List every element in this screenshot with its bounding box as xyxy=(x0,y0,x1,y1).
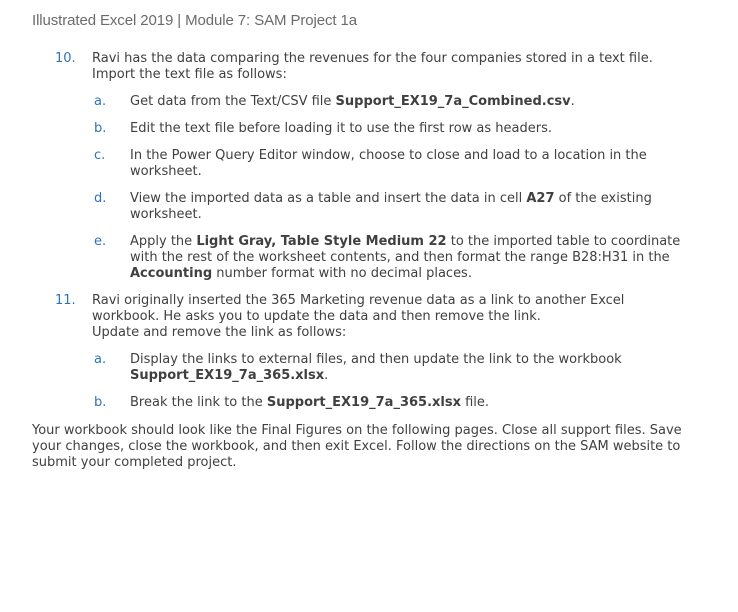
step-text-line: Ravi has the data comparing the revenues for the four companies stored in a text file. xyxy=(92,51,653,66)
substep-10d xyxy=(94,191,690,223)
substep-letter: a. xyxy=(94,352,107,367)
instructions-content xyxy=(0,51,738,411)
substep-text: Apply the xyxy=(130,234,197,249)
substep-letter: d. xyxy=(94,191,107,206)
file-name: Support_EX19_7a_Combined.csv xyxy=(335,94,571,109)
step-number: 11. xyxy=(55,293,76,308)
substep-letter: b. xyxy=(94,395,107,410)
substep-text: Edit the text file before loading it to use the first row as headers. xyxy=(130,121,553,136)
substep-text: . xyxy=(570,94,575,109)
substep-letter: c. xyxy=(94,148,106,163)
substep-10a xyxy=(94,94,690,110)
substep-letter: e. xyxy=(94,234,107,249)
substep-text: file. xyxy=(460,395,490,410)
substep-letter: b. xyxy=(94,121,107,136)
step-text-line: Ravi originally inserted the 365 Marketing revenue data as a link to another Excel xyxy=(92,293,625,308)
cell-reference: A27 xyxy=(526,191,555,206)
substep-10c xyxy=(94,148,690,180)
number-format-name: Accounting xyxy=(130,266,213,281)
substep-11a xyxy=(94,352,690,384)
step-11 xyxy=(55,293,692,341)
substep-10e xyxy=(94,234,690,282)
substep-text: . xyxy=(324,368,329,383)
step-number: 10. xyxy=(55,51,76,66)
substep-text: to the imported table to coordinate with the rest of the worksheet contents, and then format the range B28:H31 in the xyxy=(130,234,681,265)
page-header-title: Illustrated Excel 2019 | Module 7: SAM Project 1a xyxy=(32,12,357,29)
substep-text: of the existing worksheet. xyxy=(130,191,652,222)
step-text-line: Import the text file as follows: xyxy=(92,67,287,82)
substep-letter: a. xyxy=(94,94,107,109)
substep-text: Break the link to the xyxy=(130,395,267,410)
substep-text: Display the links to external files, and then update the link to the workbook xyxy=(130,352,622,367)
file-name: Support_EX19_7a_365.xlsx xyxy=(266,395,461,410)
substep-text: number format with no decimal places. xyxy=(212,266,472,281)
step-text-line: Update and remove the link as follows: xyxy=(92,325,347,340)
closing-paragraph: Your workbook should look like the Final Figures on the following pages. Close all support files. Save your changes, close the workbook, and then exit Excel. Follow the directions on the SAM website to submit your completed project. xyxy=(32,423,682,470)
substep-11b xyxy=(94,395,690,411)
substep-text: View the imported data as a table and insert the data in cell xyxy=(130,191,527,206)
substep-10b xyxy=(94,121,690,137)
step-text-line: workbook. He asks you to update the data and then remove the link. xyxy=(92,309,541,324)
substep-text: In the Power Query Editor window, choose to close and load to a location in the worksheet. xyxy=(130,148,647,179)
step-10 xyxy=(55,51,692,83)
file-name: Support_EX19_7a_365.xlsx xyxy=(130,368,325,383)
table-style-name: Light Gray, Table Style Medium 22 xyxy=(196,234,447,249)
substep-text: Get data from the Text/CSV file xyxy=(130,94,336,109)
